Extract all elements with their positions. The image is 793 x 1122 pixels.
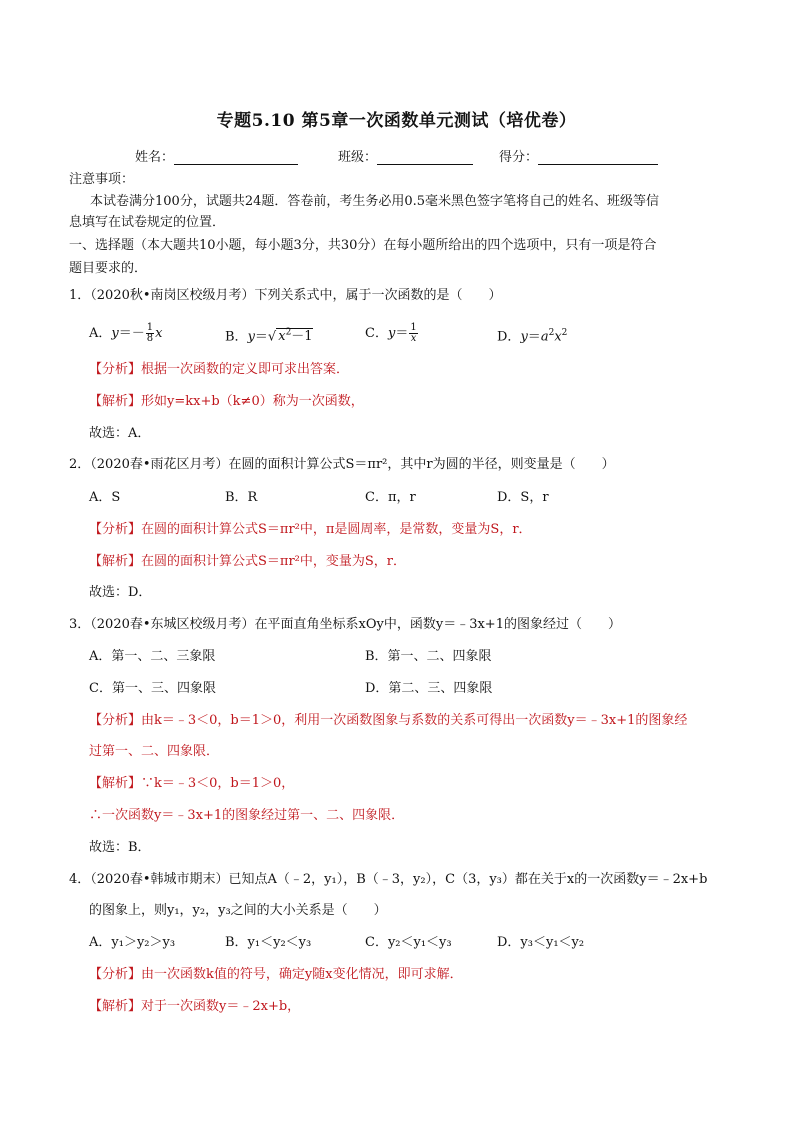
class-label: 班级： (338, 150, 378, 165)
option-d: D．S，r (497, 490, 549, 505)
solution-tag: 【解析】 (89, 999, 142, 1014)
question-stem: 1．（2020秋•南岗区校级月考）下列关系式中，属于一次函数的是（ ） (69, 288, 502, 303)
option-c: C．π，r (365, 490, 416, 505)
fraction: $\frac{1}{x}$ (410, 322, 417, 344)
option-label: B． (225, 329, 248, 345)
score-label: 得分： (499, 150, 539, 165)
section-heading: 题目要求的． (69, 261, 148, 276)
name-field (135, 146, 298, 165)
question-stem: 的图象上，则y₁，y₂，y₃之间的大小关系是（ ） (89, 903, 387, 918)
score-blank (538, 150, 658, 165)
page-title: 专题5.10 第5章一次函数单元测试（培优卷） (216, 111, 577, 131)
option-a: A．y₁＞y₂＞y₃ (89, 935, 176, 950)
section-heading: 一、选择题（本大题共10小题，每小题3分，共30分）在每小题所给出的四个选项中，只有一项是符合 (69, 238, 657, 253)
name-blank (174, 150, 298, 165)
analysis-line: 过第一、二、四象限． (89, 744, 220, 759)
solution-text: ∵k＝﹣3＜0，b＝1＞0， (141, 776, 295, 791)
option-c: C．第一、三、四象限 (89, 681, 216, 696)
question-stem: 4．（2020春•韩城市期末）已知点A（﹣2，y₁），B（﹣3，y₂），C（3，y₃）都在关于x的一次函数y＝﹣2x+b (69, 872, 708, 887)
analysis-tag: 【分析】 (89, 713, 142, 728)
option-a: A．S (89, 490, 121, 505)
option-b: B．y＝√ $x^2-1$ (225, 328, 313, 345)
option-a: A．第一、二、三象限 (89, 649, 216, 664)
option-b: B．第一、二、四象限 (365, 649, 492, 664)
question-stem: 2．（2020春•雨花区月考）在圆的面积计算公式S＝πr²，其中r为圆的半径，则变量是（ ） (69, 457, 615, 472)
answer-line: 故选：B． (89, 840, 151, 855)
question-stem: 3．（2020春•东城区校级月考）在平面直角坐标系xOy中，函数y＝﹣3x+1的图象经过（ ） (69, 617, 621, 632)
solution-line: ∴一次函数y＝﹣3x+1的图象经过第一、二、四象限． (89, 808, 405, 823)
option-a: A．y＝－ $\frac{1}{8}$ x (89, 322, 163, 344)
score-field (499, 146, 658, 165)
solution-tag: 【解析】 (89, 394, 142, 409)
option-d: D．y₃＜y₁＜y₂ (497, 935, 585, 950)
class-blank (377, 150, 473, 165)
option-b: B．R (225, 490, 258, 505)
solution-text: 对于一次函数y＝﹣2x+b， (141, 999, 301, 1014)
option-d: D．$y=a^2x^2$ (497, 328, 568, 345)
solution-tag: 【解析】 (89, 776, 142, 791)
analysis-text: 由一次函数k值的符号，确定y随x变化情况，即可求解． (141, 967, 463, 982)
analysis-line (89, 965, 463, 985)
name-label: 姓名： (135, 150, 175, 165)
answer-line: 故选：A． (89, 426, 151, 441)
notice-line: 息填写在试卷规定的位置． (69, 215, 226, 230)
analysis-line (89, 520, 532, 540)
analysis-text: 根据一次函数的定义即可求出答案． (141, 362, 350, 377)
option-c: C．y＝ $\frac{1}{x}$ (365, 322, 417, 344)
answer-line: 故选：D． (89, 585, 152, 600)
solution-tag: 【解析】 (89, 554, 142, 569)
analysis-tag: 【分析】 (89, 522, 142, 537)
option-c: C．y₂＜y₁＜y₃ (365, 935, 452, 950)
solution-line (89, 392, 364, 412)
notice-heading: 注意事项： (69, 172, 135, 187)
class-field (338, 146, 473, 165)
option-label: A． (89, 326, 112, 341)
solution-text: 在圆的面积计算公式S＝πr²中，变量为S，r． (141, 554, 407, 569)
analysis-tag: 【分析】 (89, 967, 142, 982)
analysis-text: 由k＝﹣3＜0，b＝1＞0，利用一次函数图象与系数的关系可得出一次函数y＝﹣3x+1的图象经 (141, 713, 688, 728)
notice-line: 本试卷满分100分，试题共24题．答卷前，考生务必用0.5毫米黑色签字笔将自己的姓名、班级等信 (90, 194, 660, 209)
analysis-tag: 【分析】 (89, 362, 142, 377)
analysis-text: 在圆的面积计算公式S＝πr²中，π是圆周率，是常数，变量为S，r． (141, 522, 532, 537)
solution-line (89, 552, 406, 572)
solution-line (89, 774, 294, 794)
fraction: $\frac{1}{8}$ (146, 322, 154, 344)
option-label: C． (365, 326, 388, 341)
analysis-line (89, 360, 349, 380)
option-b: B．y₁＜y₂＜y₃ (225, 935, 312, 950)
solution-text: 形如y=kx+b（k≠0）称为一次函数， (141, 394, 364, 409)
analysis-line (89, 711, 687, 731)
option-label: D． (497, 329, 521, 345)
solution-line (89, 997, 300, 1017)
option-d: D．第二、三、四象限 (365, 681, 493, 696)
